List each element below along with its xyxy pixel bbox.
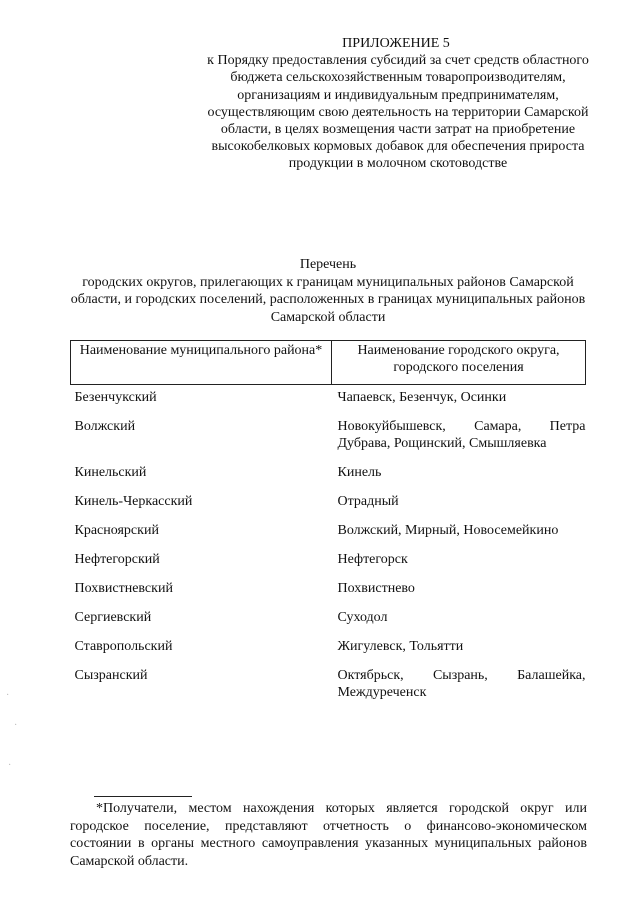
district-name: Волжский	[74, 419, 136, 434]
table-row	[71, 605, 586, 634]
table-row	[71, 576, 586, 605]
district-name: Безенчукский	[74, 390, 157, 405]
towns-list: Похвистнево	[337, 581, 415, 596]
towns-list: Жигулевск, Тольятти	[337, 639, 464, 654]
column-header-towns: Наименование городского округа, городского поселения	[332, 341, 586, 385]
annex-title: ПРИЛОЖЕНИЕ 5	[342, 36, 450, 51]
table-row	[71, 634, 586, 663]
towns-list: Нефтегорск	[337, 552, 408, 567]
towns-list: Отрадный	[337, 494, 399, 509]
towns-list: Октябрьск, Сызрань, Балашейка, Междуреченск	[337, 668, 586, 700]
table-row	[71, 547, 586, 576]
district-name: Красноярский	[74, 523, 159, 538]
district-name: Кинель-Черкасский	[74, 494, 193, 509]
list-subtitle: городских округов, прилегающих к границам муниципальных районов Самарской области, и городских поселений, расположенных в границах муниципальных районов Самарской области	[70, 274, 586, 325]
table-row	[71, 663, 586, 709]
towns-list: Новокуйбышевск, Самара, Петра Дубрава, Рощинский, Смышляевка	[337, 419, 586, 451]
list-title: Перечень	[299, 257, 357, 272]
table-row	[71, 518, 586, 547]
table-row	[71, 414, 586, 460]
scan-speck: ·	[14, 720, 18, 731]
column-header-district: Наименование муниципального района*	[71, 341, 332, 385]
table-header-row	[71, 341, 586, 385]
table-row	[71, 489, 586, 518]
district-name: Нефтегорский	[74, 552, 160, 567]
annex-subtitle: к Порядку предоставления субсидий за счет средств областного бюджета сельскохозяйственным товаропроизводителям, организациям и индивидуальным предпринимателям, осуществляющим свою деятельность на территории Самарской области, в целях возмещения части затрат на приобретение высокобелковых кормовых добавок для обеспечения прироста продукции в молочном скотоводстве	[207, 53, 589, 172]
footnote-divider	[94, 796, 192, 797]
district-name: Сызранский	[74, 668, 148, 683]
towns-list: Суходол	[337, 610, 388, 625]
table-row	[71, 385, 586, 415]
district-name: Похвистневский	[74, 581, 173, 596]
towns-list: Чапаевск, Безенчук, Осинки	[337, 390, 507, 405]
district-name: Кинельский	[74, 465, 147, 480]
towns-list: Волжский, Мирный, Новосемейкино	[337, 523, 559, 538]
scan-speck: ·	[8, 760, 12, 771]
table-row	[71, 460, 586, 489]
scan-speck: ·	[6, 690, 10, 701]
footnote: *Получатели, местом нахождения которых является городской округ или городское поселение, представляют отчетность о финансово-экономическом состоянии в органы местного самоуправления указанных муниципальных районов Самарской области.	[70, 801, 587, 869]
annex-header	[200, 35, 596, 173]
list-heading	[70, 256, 586, 326]
districts-table	[70, 340, 586, 709]
district-name: Сергиевский	[74, 610, 152, 625]
table-body	[71, 385, 586, 710]
district-name: Ставропольский	[74, 639, 173, 654]
towns-list: Кинель	[337, 465, 382, 480]
